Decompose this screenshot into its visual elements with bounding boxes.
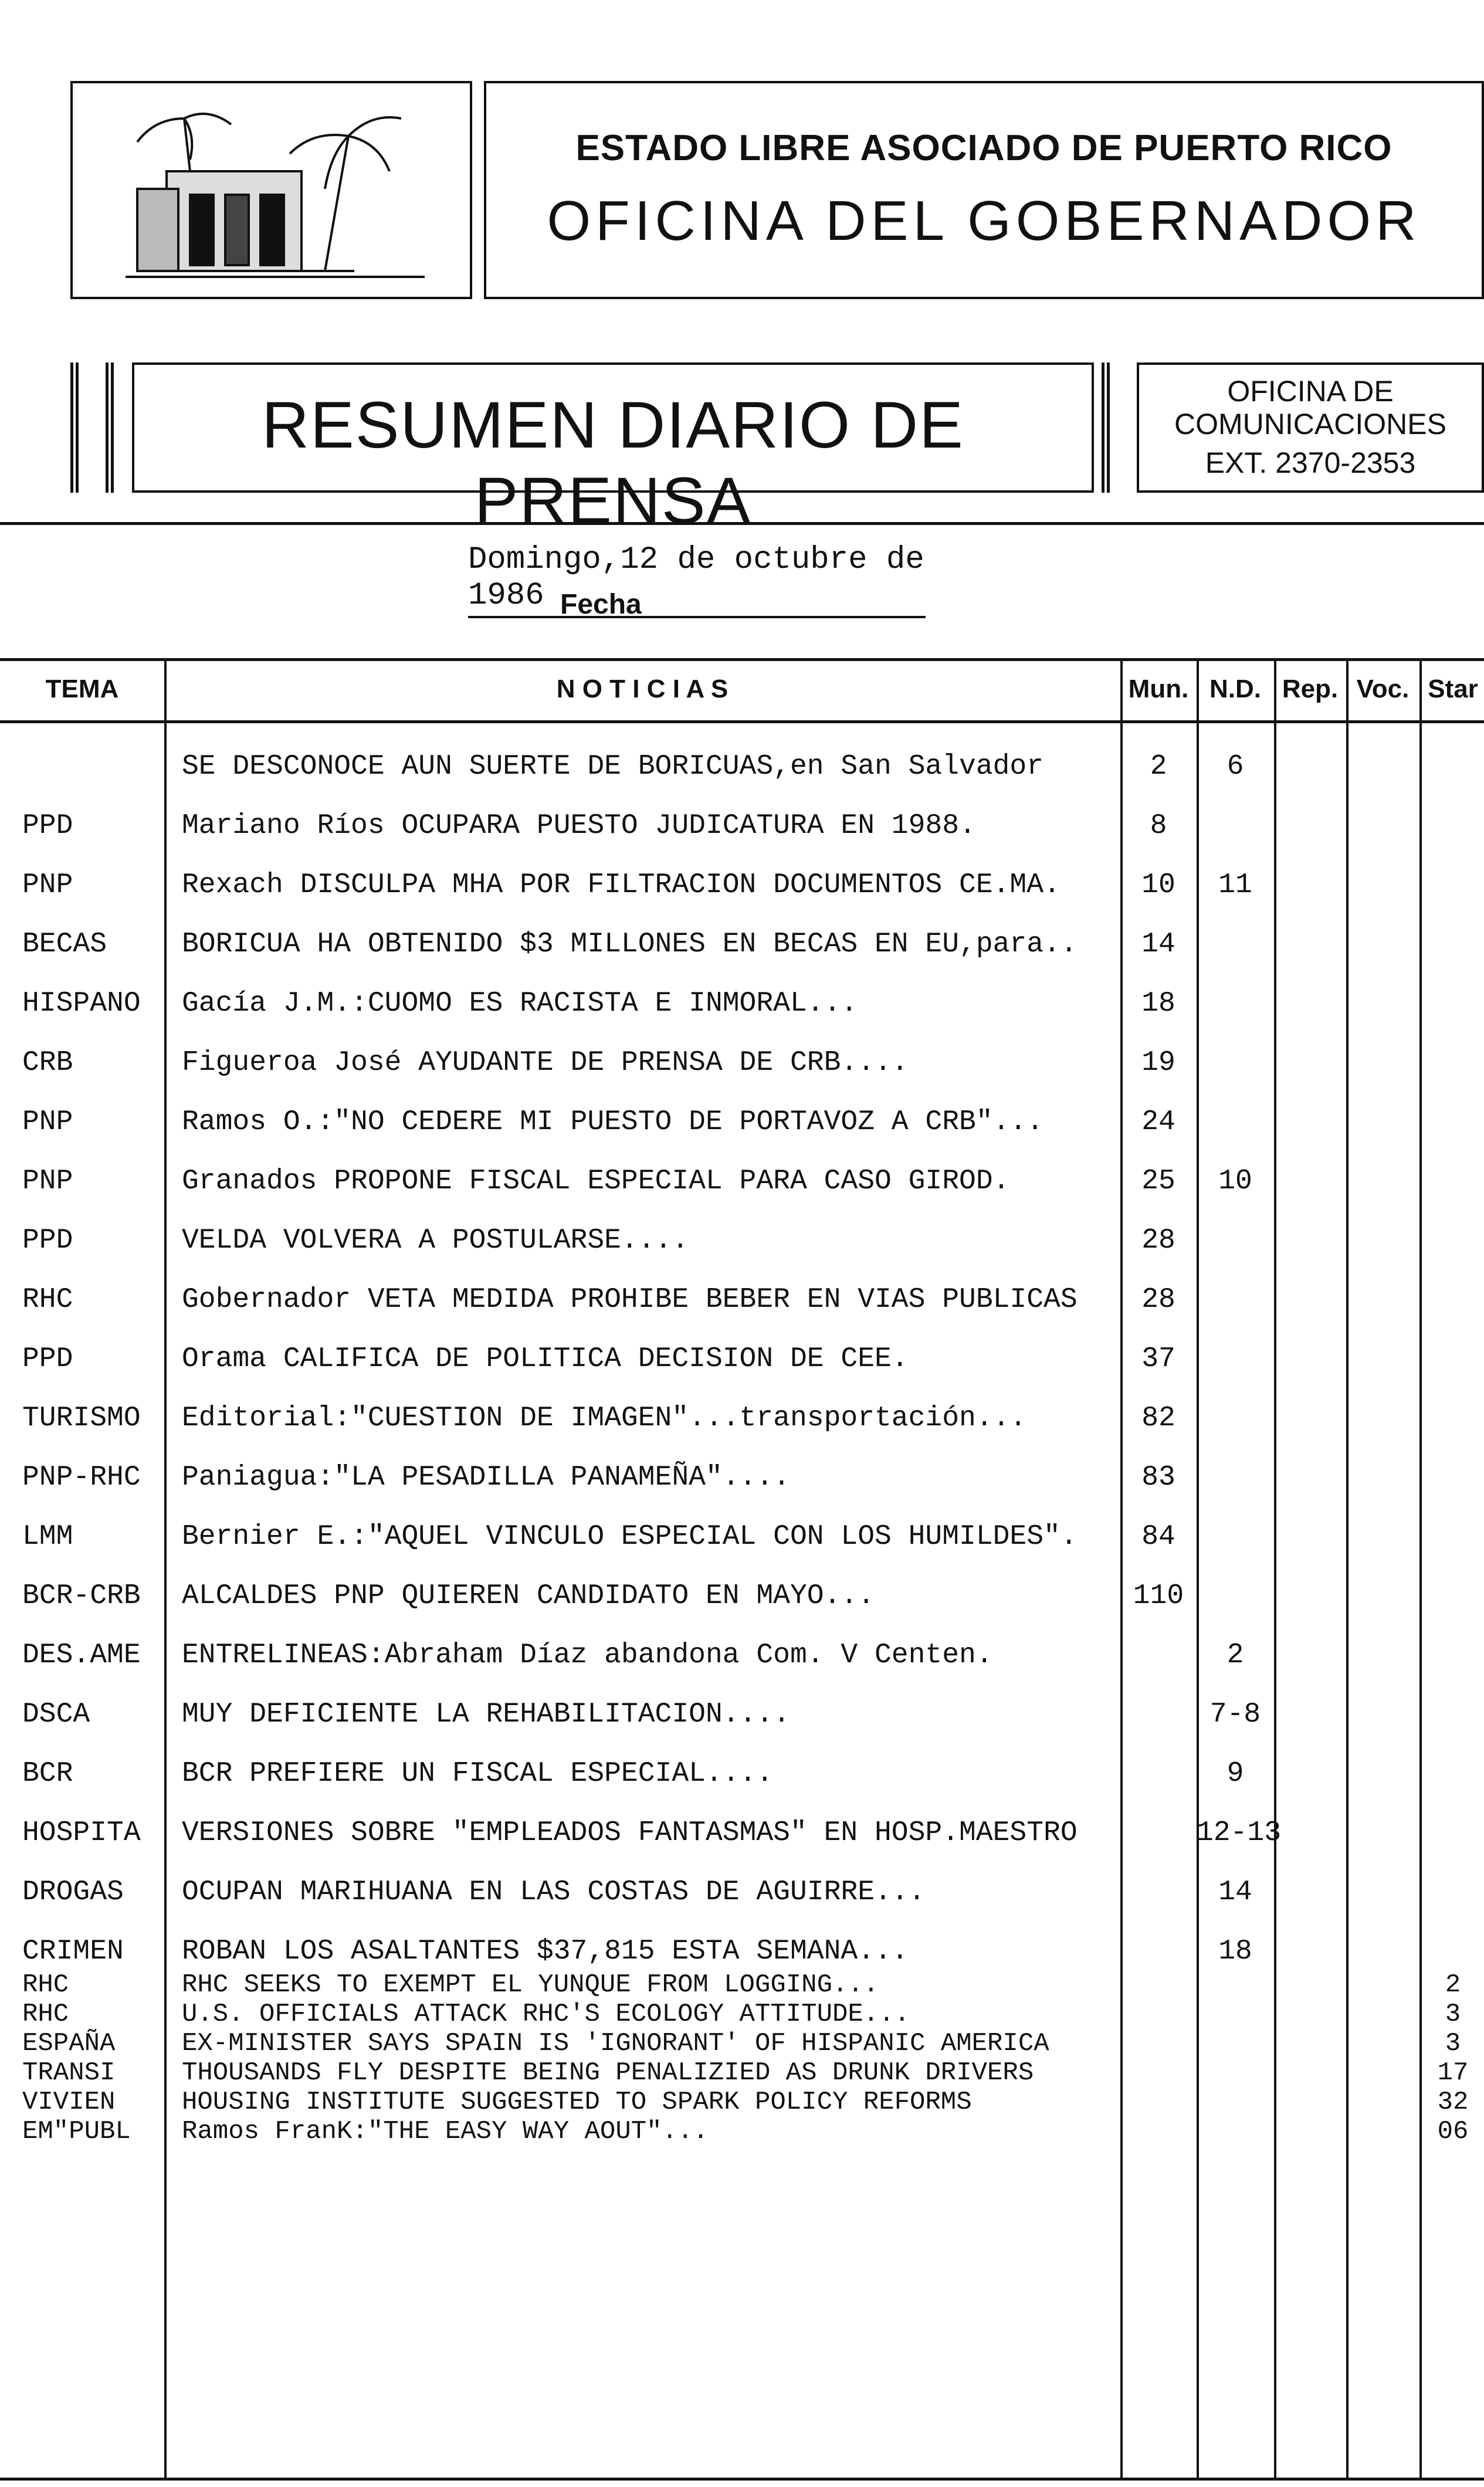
office-line3: EXT. 2370-2353 — [1205, 446, 1416, 479]
row-tema: PPD — [22, 1225, 73, 1256]
row-mun: 83 — [1141, 1462, 1175, 1493]
row-tema: BCR — [22, 1758, 73, 1790]
row-mun: 18 — [1141, 988, 1175, 1019]
row-noticia: Paniagua:"LA PESADILLA PANAMEÑA".... — [182, 1462, 790, 1493]
row-tema: CRB — [22, 1047, 73, 1079]
star-row-value: 3 — [1445, 2029, 1461, 2058]
col-divider-tema — [164, 658, 167, 2478]
col-header-noticias: N O T I C I A S — [556, 675, 729, 703]
row-nd: 10 — [1218, 1165, 1252, 1197]
star-row-value: 2 — [1445, 1970, 1461, 2000]
col-header-star: Star — [1428, 675, 1478, 703]
row-noticia: SE DESCONOCE AUN SUERTE DE BORICUAS,en San Salvador — [182, 751, 1044, 782]
table-header-rule — [0, 720, 1484, 723]
row-tema: PNP — [22, 869, 73, 901]
row-tema: PPD — [22, 810, 73, 842]
star-row-value: 17 — [1437, 2058, 1469, 2088]
decorative-bar-left — [70, 362, 79, 493]
col-divider-mun — [1197, 658, 1199, 2478]
row-tema: HISPANO — [22, 988, 141, 1019]
row-mun: 2 — [1150, 751, 1167, 782]
date-label: Fecha — [560, 589, 642, 620]
banner-box — [132, 362, 1094, 537]
row-tema: CRIMEN — [22, 1936, 124, 1967]
banner-title: RESUMEN DIARIO DE PRENSA — [262, 388, 964, 537]
row-nd: 6 — [1226, 751, 1244, 782]
row-tema: BCR-CRB — [22, 1580, 141, 1612]
header-line2: OFICINA DEL GOBERNADOR — [547, 189, 1421, 252]
row-noticia: MUY DEFICIENTE LA REHABILITACION.... — [182, 1699, 790, 1730]
row-nd: 14 — [1218, 1876, 1252, 1908]
row-nd: 9 — [1226, 1758, 1244, 1790]
col-header-tema: TEMA — [45, 675, 119, 703]
row-noticia: Orama CALIFICA DE POLITICA DECISION DE CEE. — [182, 1343, 909, 1375]
row-noticia: Mariano Ríos OCUPARA PUESTO JUDICATURA EN 1988. — [182, 810, 976, 842]
row-mun: 28 — [1141, 1284, 1175, 1316]
row-mun: 25 — [1141, 1165, 1175, 1197]
row-noticia: BORICUA HA OBTENIDO $3 MILLONES EN BECAS EN EU,para.. — [182, 929, 1078, 960]
row-tema: TURISMO — [22, 1402, 141, 1434]
row-noticia: Ramos O.:"NO CEDERE MI PUESTO DE PORTAVOZ A CRB"... — [182, 1106, 1044, 1138]
star-row-noticia: THOUSANDS FLY DESPITE BEING PENALIZIED AS DRUNK DRIVERS — [182, 2058, 1034, 2088]
row-noticia: Rexach DISCULPA MHA POR FILTRACION DOCUMENTOS CE.MA. — [182, 869, 1061, 901]
row-nd: 7-8 — [1209, 1699, 1261, 1730]
row-mun: 28 — [1141, 1225, 1175, 1256]
col-header-rep: Rep. — [1282, 675, 1339, 703]
row-tema: DROGAS — [22, 1876, 124, 1908]
logo-box — [70, 81, 472, 299]
star-row-tema: ESPAÑA — [22, 2029, 116, 2058]
office-line1: OFICINA DE — [1227, 375, 1394, 408]
star-row-tema: EM"PUBL — [22, 2117, 131, 2146]
star-row-tema: VIVIEN — [22, 2088, 116, 2117]
row-tema: DES.AME — [22, 1639, 141, 1671]
row-tema: HOSPITA — [22, 1817, 141, 1849]
row-tema: RHC — [22, 1284, 73, 1316]
header-rule — [0, 522, 1484, 525]
office-line2: COMUNICACIONES — [1174, 408, 1446, 441]
col-header-nd: N.D. — [1209, 675, 1261, 703]
row-tema: PNP — [22, 1106, 73, 1138]
row-noticia: ALCALDES PNP QUIEREN CANDIDATO EN MAYO... — [182, 1580, 875, 1612]
date-value: Domingo,12 de octubre de 1986 — [468, 542, 926, 618]
col-divider-rep — [1346, 658, 1349, 2478]
title-box — [484, 81, 1484, 299]
row-mun: 10 — [1141, 869, 1175, 901]
decorative-bar-left2 — [106, 362, 114, 493]
row-noticia: VERSIONES SOBRE "EMPLEADOS FANTASMAS" EN HOSP.MAESTRO — [182, 1817, 1078, 1849]
office-box — [1137, 362, 1484, 493]
decorative-bar-right — [1102, 362, 1110, 493]
row-nd: 2 — [1226, 1639, 1244, 1671]
row-mun: 37 — [1141, 1343, 1175, 1375]
row-noticia: Gobernador VETA MEDIDA PROHIBE BEBER EN VIAS PUBLICAS — [182, 1284, 1078, 1316]
star-row-value: 32 — [1437, 2088, 1469, 2117]
row-tema: BECAS — [22, 929, 107, 960]
row-nd: 12-13 — [1197, 1817, 1282, 1849]
row-noticia: Granados PROPONE FISCAL ESPECIAL PARA CASO GIROD. — [182, 1165, 1010, 1197]
col-divider-nd — [1274, 658, 1276, 2478]
table-top-rule — [0, 658, 1484, 661]
star-row-value: 06 — [1437, 2117, 1469, 2146]
row-tema: DSCA — [22, 1699, 90, 1730]
row-tema: PNP — [22, 1165, 73, 1197]
star-row-tema: TRANSI — [22, 2058, 116, 2088]
row-tema: PNP-RHC — [22, 1462, 141, 1493]
row-nd: 18 — [1218, 1936, 1252, 1967]
star-row-noticia: U.S. OFFICIALS ATTACK RHC'S ECOLOGY ATTITUDE... — [182, 2000, 910, 2029]
row-noticia: ROBAN LOS ASALTANTES $37,815 ESTA SEMANA... — [182, 1936, 909, 1967]
fortaleza-logo — [73, 83, 470, 297]
row-noticia: Figueroa José AYUDANTE DE PRENSA DE CRB.... — [182, 1047, 909, 1079]
star-row-noticia: EX-MINISTER SAYS SPAIN IS 'IGNORANT' OF HISPANIC AMERICA — [182, 2029, 1049, 2058]
row-tema: PPD — [22, 1343, 73, 1375]
row-mun: 14 — [1141, 929, 1175, 960]
col-header-mun: Mun. — [1128, 675, 1189, 703]
row-mun: 8 — [1150, 810, 1167, 842]
col-header-voc: Voc. — [1356, 675, 1410, 703]
header-line1: ESTADO LIBRE ASOCIADO DE PUERTO RICO — [575, 128, 1392, 168]
row-noticia: BCR PREFIERE UN FISCAL ESPECIAL.... — [182, 1758, 774, 1790]
row-noticia: Editorial:"CUESTION DE IMAGEN"...transportación... — [182, 1402, 1027, 1434]
row-mun: 84 — [1141, 1521, 1175, 1553]
row-noticia: Gacía J.M.:CUOMO ES RACISTA E INMORAL... — [182, 988, 858, 1019]
row-noticia: ENTRELINEAS:Abraham Díaz abandona Com. V Centen. — [182, 1639, 993, 1671]
row-mun: 19 — [1141, 1047, 1175, 1079]
star-row-noticia: HOUSING INSTITUTE SUGGESTED TO SPARK POLICY REFORMS — [182, 2088, 972, 2117]
star-row-tema: RHC — [22, 1970, 69, 2000]
col-divider-voc — [1419, 658, 1422, 2478]
row-mun: 110 — [1133, 1580, 1184, 1612]
star-row-noticia: Ramos FranK:"THE EASY WAY AOUT"... — [182, 2117, 709, 2146]
row-tema: LMM — [22, 1521, 73, 1553]
row-noticia: OCUPAN MARIHUANA EN LAS COSTAS DE AGUIRRE... — [182, 1876, 926, 1908]
row-noticia: Bernier E.:"AQUEL VINCULO ESPECIAL CON LOS HUMILDES". — [182, 1521, 1078, 1553]
star-row-noticia: RHC SEEKS TO EXEMPT EL YUNQUE FROM LOGGING... — [182, 1970, 879, 2000]
row-nd: 11 — [1218, 869, 1252, 901]
row-mun: 24 — [1141, 1106, 1175, 1138]
row-noticia: VELDA VOLVERA A POSTULARSE.... — [182, 1225, 689, 1256]
table-bottom-rule — [0, 2478, 1484, 2481]
star-row-tema: RHC — [22, 2000, 69, 2029]
star-row-value: 3 — [1445, 2000, 1461, 2029]
row-mun: 82 — [1141, 1402, 1175, 1434]
